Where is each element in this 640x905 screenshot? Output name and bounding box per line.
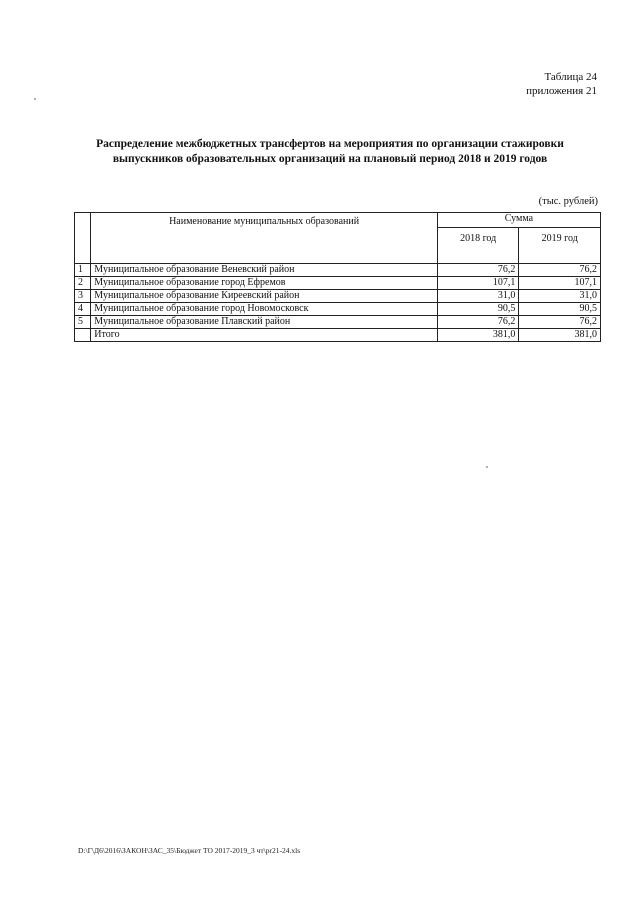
- total-row: [75, 329, 601, 342]
- units-label: (тыс. рублей): [538, 196, 598, 207]
- scan-speck: [34, 98, 36, 100]
- header-number-cell: [75, 213, 91, 264]
- total-value-2019: 381,0: [519, 329, 601, 342]
- document-title: [60, 137, 600, 167]
- appendix-label: приложения 21: [526, 85, 597, 97]
- table-number-label: Таблица 24: [544, 71, 597, 83]
- row-name: Муниципальное образование город Ефремов: [91, 277, 438, 290]
- table-row: [75, 264, 601, 277]
- total-value-2018: 381,0: [437, 329, 519, 342]
- transfers-table: [74, 212, 601, 342]
- header-2018-cell: 2018 год: [437, 228, 519, 264]
- header-name-cell: Наименование муниципальных образований: [91, 213, 438, 264]
- row-value-2018: 107,1: [437, 277, 519, 290]
- row-value-2019: 31,0: [519, 290, 601, 303]
- total-number-cell: [75, 329, 91, 342]
- table-row: [75, 290, 601, 303]
- title-line-1: Распределение межбюджетных трансфертов на мероприятия по организации стажировки: [96, 138, 564, 150]
- row-number: 2: [75, 277, 91, 290]
- table-row: [75, 316, 601, 329]
- row-value-2019: 90,5: [519, 303, 601, 316]
- row-number: 4: [75, 303, 91, 316]
- row-name: Муниципальное образование город Новомосковск: [91, 303, 438, 316]
- total-label: Итого: [91, 329, 438, 342]
- row-number: 5: [75, 316, 91, 329]
- table-row: [75, 303, 601, 316]
- table-row: [75, 277, 601, 290]
- row-value-2018: 76,2: [437, 316, 519, 329]
- row-value-2018: 31,0: [437, 290, 519, 303]
- row-value-2019: 107,1: [519, 277, 601, 290]
- row-value-2018: 90,5: [437, 303, 519, 316]
- row-value-2019: 76,2: [519, 264, 601, 277]
- row-name: Муниципальное образование Киреевский район: [91, 290, 438, 303]
- title-line-2: выпускников образовательных организаций на плановый период 2018 и 2019 годов: [112, 153, 548, 165]
- row-number: 3: [75, 290, 91, 303]
- header-2019-cell: 2019 год: [519, 228, 601, 264]
- scan-speck: [486, 466, 488, 468]
- row-value-2019: 76,2: [519, 316, 601, 329]
- header-sum-cell: Сумма: [437, 213, 600, 228]
- file-path-footer: D:\Г\Д6\2016\ЗАКОН\ЗАС_35\Бюджет ТО 2017-2019_3 чт\pr21-24.xls: [78, 846, 301, 855]
- row-number: 1: [75, 264, 91, 277]
- row-value-2018: 76,2: [437, 264, 519, 277]
- table-reference: [526, 70, 597, 98]
- row-name: Муниципальное образование Веневский район: [91, 264, 438, 277]
- row-name: Муниципальное образование Плавский район: [91, 316, 438, 329]
